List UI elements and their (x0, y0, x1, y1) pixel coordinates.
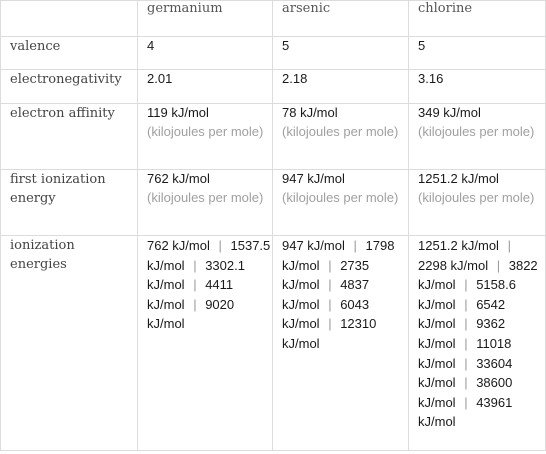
value-separator: | (464, 375, 468, 391)
ionization-energy-value: 4837 kJ/mol (282, 277, 370, 312)
table-row-first-ionization-energy (1, 170, 546, 236)
row-label-line: first ionization (10, 172, 106, 187)
first-ionization-arsenic (273, 170, 409, 236)
value-separator: | (507, 238, 511, 253)
electron-affinity-value: 119 kJ/mol (147, 105, 209, 120)
row-label-valence: valence (1, 37, 138, 70)
ionization-energy-value: 3302.1 kJ/mol (147, 257, 245, 293)
unit-note: (kilojoules per mole) (147, 124, 264, 139)
ionization-energy-value: 6542 kJ/mol (418, 296, 506, 332)
row-label-line: energies (10, 257, 67, 272)
first-ionization-germanium (138, 170, 273, 236)
electron-affinity-arsenic (273, 104, 409, 170)
unit-note: (kilojoules per mole) (282, 124, 399, 139)
ionization-energy-value: 1251.2 kJ/mol (418, 238, 499, 253)
valence-chlorine: 5 (409, 37, 546, 70)
first-ionization-value: 947 kJ/mol (282, 171, 345, 186)
ionization-energy-value: 947 kJ/mol (282, 238, 345, 253)
electronegativity-chlorine: 3.16 (409, 70, 546, 104)
first-ionization-value: 762 kJ/mol (147, 171, 210, 186)
row-label-electronegativity: electronegativity (1, 70, 138, 104)
value-separator: | (328, 296, 332, 312)
electronegativity-germanium: 2.01 (138, 70, 273, 104)
value-separator: | (464, 316, 468, 332)
ionization-energies-arsenic (273, 236, 409, 451)
column-header-chlorine: chlorine (409, 1, 546, 37)
ionization-energy-value: 6043 kJ/mol (282, 296, 370, 332)
ionization-energies-chlorine (409, 236, 546, 451)
value-separator: | (328, 277, 332, 293)
electron-affinity-germanium (138, 104, 273, 170)
value-separator: | (464, 394, 468, 410)
corner-cell (1, 1, 138, 37)
value-separator: | (193, 277, 197, 293)
first-ionization-value: 1251.2 kJ/mol (418, 171, 499, 186)
ionization-energy-value: 43961 kJ/mol (418, 394, 513, 430)
unit-note: (kilojoules per mole) (418, 124, 535, 139)
ionization-energy-value: 38600 kJ/mol (418, 375, 513, 410)
value-separator: | (328, 316, 332, 332)
value-separator: | (193, 257, 197, 273)
row-label-first-ionization-energy (1, 170, 138, 236)
value-separator: | (464, 277, 468, 293)
ionization-energy-value: 1537.5 kJ/mol (147, 238, 271, 273)
value-separator: | (464, 355, 468, 371)
ionization-energy-value: 11018 kJ/mol (418, 335, 512, 371)
ionization-energy-value: 33604 kJ/mol (418, 355, 513, 391)
valence-arsenic: 5 (273, 37, 409, 70)
ionization-energy-value: 2735 kJ/mol (282, 257, 370, 293)
value-separator: | (464, 296, 468, 312)
table-row-electronegativity (1, 70, 546, 104)
column-header-arsenic: arsenic (273, 1, 409, 37)
ionization-energy-value: 3822 kJ/mol (418, 257, 538, 293)
ionization-energy-value: 5158.6 kJ/mol (418, 277, 516, 312)
value-separator: | (218, 238, 222, 253)
valence-germanium: 4 (138, 37, 273, 70)
table-row-valence (1, 37, 546, 70)
value-separator: | (496, 257, 501, 273)
unit-note: (kilojoules per mole) (418, 190, 535, 205)
table-row-electron-affinity (1, 104, 546, 170)
row-label-line: energy (10, 191, 56, 206)
ionization-energies-germanium (138, 236, 273, 451)
unit-note: (kilojoules per mole) (147, 190, 264, 205)
electronegativity-arsenic: 2.18 (273, 70, 409, 104)
first-ionization-chlorine (409, 170, 546, 236)
unit-note: (kilojoules per mole) (282, 190, 399, 205)
ionization-energy-value: 4411 kJ/mol (147, 277, 234, 312)
electron-affinity-value: 78 kJ/mol (282, 105, 338, 120)
value-separator: | (328, 257, 332, 273)
electron-affinity-chlorine (409, 104, 546, 170)
value-separator: | (464, 335, 468, 351)
ionization-energy-value: 1798 kJ/mol (282, 238, 395, 273)
value-separator: | (353, 238, 357, 253)
table-row-ionization-energies (1, 236, 546, 451)
ionization-energy-value: 9362 kJ/mol (418, 316, 506, 351)
header-row (1, 1, 546, 37)
ionization-energy-value: 762 kJ/mol (147, 238, 210, 253)
column-header-germanium: germanium (138, 1, 273, 37)
electron-affinity-value: 349 kJ/mol (418, 105, 481, 120)
value-separator: | (193, 296, 197, 312)
ionization-energy-value: 12310 kJ/mol (282, 316, 377, 351)
ionization-energy-value: 9020 kJ/mol (147, 296, 235, 332)
row-label-line: ionization (10, 238, 75, 253)
row-label-electron-affinity: electron affinity (1, 104, 138, 170)
row-label-ionization-energies (1, 236, 138, 451)
ionization-energy-value: 2298 kJ/mol (418, 257, 489, 273)
